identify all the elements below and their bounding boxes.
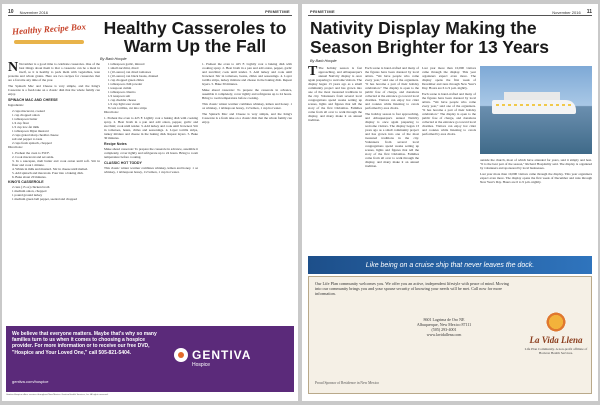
masthead: PRIMETIME (310, 9, 335, 14)
website-link[interactable]: www.lavidallena.com (426, 332, 462, 337)
ship-lights (496, 104, 572, 106)
article-byline: By Barb Hoople (310, 59, 337, 63)
paragraph: Last year more than 10,000 visitors came through the display. This year organizers expect even more. The display opens the first week of December and runs through New Year's Day. Hours are 6 to 9 p.m. nightly. (422, 66, 476, 90)
directions-label: Directions: (104, 110, 119, 114)
gentiva-logo (174, 348, 252, 368)
paragraph: 1. Preheat the oven to 425 F. Lightly coat a baking dish with cooking spray. 2. Heat broth in a pan and add onion, pepper, garlic and zucchini; cook until tender. 3. Add turkey and cook until browned. Stir in tomatoes, beans, chiles and seasonings. 4. Layer tortilla strips, turkey mixture and cheese in the baking dish. Repeat layers. 5. Bake 30 minutes. (202, 62, 292, 86)
header-rule (308, 15, 592, 16)
article-column-2 (104, 62, 198, 324)
tips-text: Make ahead casserole: To prepare the casserole in advance, assemble it completely, cover tightly and refrigerate up to 24 hours. Bring to room temperature before cooking. (104, 147, 198, 159)
phone-number[interactable]: (505) 293-4001 (431, 327, 457, 332)
address: 8601 Lagrima de Oro NE (423, 317, 465, 322)
paragraph: outside the church, most of which have attended for years, said it simply and best. "It is the best part of the season," Richard Hospitality said. The display is organized by volunteers and sponsored by local businesses. (480, 158, 592, 170)
header-rule (8, 15, 292, 16)
right-page (302, 4, 598, 401)
ingredient: 1/4 cup flour (12, 121, 30, 125)
paragraph: Each scene is hand-crafted and many of the figures have been donated by local artists. "We have people who come every year," said one of the organizers. "It has become a part of their holiday celebration." The display is open to the public free of charge, and donations collected at the entrance go toward local charities. Visitors can enjoy hot cider and cookies while listening to carols performed by area choirs. (365, 66, 419, 110)
ingredient: 1 pound ground turkey (12, 193, 43, 197)
ingredient: 2 cans (15 oz) chicken broth (12, 185, 50, 189)
paragraph: T The holiday season is fast approaching, and Albuquerque's annual Nativity display is once again preparing to welcome visitors. The display began 13 years ago as a small community project and has grown into one of the most treasured traditions in the city. Volunteers from several local congregations spend weeks setting up scenes, lights and figures that tell the story of the first Christmas. Families come from all over to walk through the display, and many make it an annual tradition. (308, 66, 362, 122)
ad-fine-print: Gentiva Hospice offers services throughout New Mexico. Gentiva Health Services, Inc. All rights reserved. (6, 394, 109, 396)
tips-title: Recipe Notes (104, 142, 127, 146)
article-column-1 (8, 62, 100, 324)
recipe-badge (12, 18, 92, 54)
article-column-3 (422, 66, 476, 254)
ship-hull (492, 100, 576, 114)
la-vida-llena-advertisement[interactable] (308, 276, 592, 394)
ingredient-list (8, 185, 100, 201)
hospice-advertisement[interactable] (6, 326, 294, 392)
ingredient: 1/2 cup light sour cream (108, 102, 141, 106)
ingredient: 1 cup chopped onion (12, 113, 40, 117)
ingredients-label: Ingredients: (8, 103, 24, 107)
ingredient: 1 tablespoon garlic, minced (108, 62, 145, 66)
ingredient: 1 tablespoon butter (12, 117, 38, 121)
issue-date: November 2016 (552, 9, 581, 15)
ad-contact (369, 317, 519, 337)
ingredient: 1 tablespoon Dijon mustard (12, 129, 49, 133)
direction-step: 2. Cook macaroni and set aside. (12, 155, 55, 159)
issue-date: November 2016 (19, 9, 49, 15)
city: Albuquerque, New Mexico 87111 (416, 322, 472, 327)
ingredient: 1/2 teaspoon salt (108, 94, 131, 98)
intro-paragraph: N November is a good time to celebrate casseroles. One of the best things about them is that a casserole can be a meal in itself, so it is healthy to pack them with vegetables, lean proteins and whole grains. Here are two recipes for casseroles that are a favorite any time of the year. (8, 62, 100, 82)
ingredient: 1 (10-ounce) can black beans, drained (108, 74, 159, 78)
paragraph: This classic winter warmer combines whiskey, lemon and honey. 1 oz whiskey, 1 tablespoon honey, 1/2 lemon, 1 cup hot water. (202, 102, 292, 110)
paragraph: Each scene is hand-crafted and many of the figures have been donated by local artists. "We have people who come every year," said one of the organizers. "It has become a part of their holiday celebration." The display is open to the public free of charge, and donations collected at the entrance go toward local charities. Visitors can enjoy hot cider and cookies while listening to carols performed by area choirs. (422, 92, 476, 136)
article-headline: Nativity Display Making the Season Brighter for 13 Years (310, 18, 549, 57)
article-column-1 (308, 66, 362, 254)
logo-wordmark: GENTIVA (192, 348, 252, 362)
recipe-text: This classic winter warmer combines whiskey, lemon and honey. 1 oz whiskey, 1 tablespoon honey, 1/2 lemon, 1 cup hot water. (104, 166, 198, 174)
ad-copy: We believe that everyone matters. Maybe that's why so many families turn to us when it comes to choosing a hospice provider. For more information or to receive our free DVD, "Hospice and Your Loved One," call 505-821-5404. (12, 331, 157, 356)
ingredient: 2 cups grated sharp cheddar cheese (12, 133, 59, 137)
direction-step: 5. Add spinach and macaroni. Pour into a baking dish. (12, 171, 84, 175)
page-number: 11 (586, 9, 592, 15)
logo-subtitle: Hospice (192, 362, 211, 368)
drop-cap: T (308, 66, 318, 79)
ingredient-list (104, 62, 198, 110)
direction-step: 6. Bake about 20 minutes. (12, 175, 47, 179)
ingredient: 2 cups macaroni, cooked (12, 109, 45, 113)
ad-banner: Like being on a cruise ship that never leaves the dock. (308, 256, 592, 274)
logo-tagline: Life Plan Community. A non-profit affiliate of Horizon Health Services. (524, 347, 588, 355)
ingredient: 1 medium onion, chopped (12, 189, 47, 193)
ad-link[interactable]: gentiva.com/hospice (12, 379, 49, 384)
paragraph: The holiday season is fast approaching, and Albuquerque's annual Nativity display is once again preparing to welcome visitors. The display began 13 years ago as a small community project and has grown into one of the most treasured traditions in the city. Volunteers from several local congregations spend weeks setting up scenes, lights and figures that tell the story of the first Christmas. Families come from all over to walk through the display, and many make it an annual tradition. (365, 112, 419, 168)
ingredient: 1 medium green bell pepper, seeded and chopped (12, 197, 78, 201)
la-vida-llena-logo (523, 311, 589, 355)
article-column-4 (480, 158, 592, 254)
paragraph: Last year more than 10,000 visitors came through the display. This year organizers expect even more. The display opens the first week of December and runs through New Year's Day. Hours are 6 to 9 p.m. nightly. (480, 172, 592, 184)
directions-label: Directions: (8, 145, 23, 149)
badge-title: Healthy Recipe Box (11, 21, 87, 37)
ingredient: 1 small zucchini, diced (108, 66, 139, 70)
direction-step: 3. In a saucepan, melt butter and cook onion until soft. Stir in flour and cook 1 minute. (12, 159, 100, 167)
recipe-title: SPINACH MAC AND CHEESE (8, 98, 58, 102)
recipe-title: CLASSIC HOT TODDY (104, 161, 142, 165)
paragraph: The Spinach Mac and Cheese is very simple, and the King's Casserole is a fresh take on a classic dish that the whole family can enjoy. (8, 84, 100, 96)
ingredient: salt and pepper to taste (12, 137, 43, 141)
article-headline: Healthy Casseroles to Warm Up the Fall (103, 18, 287, 56)
article-byline: By Barb Hoople (100, 57, 127, 61)
paragraph: Make ahead casserole: To prepare the casserole in advance, assemble it completely, cover tightly and refrigerate up to 24 hours. Bring to room temperature before cooking. (202, 88, 292, 100)
logo-wordmark: La Vida Llena (529, 335, 583, 345)
ingredient: 1/2 cup low-fat milk (12, 125, 40, 129)
direction-step: 4. Whisk in milk and mustard. Stir in cheese until melted. (12, 167, 89, 171)
ingredient: 8 corn tortillas, cut into strips (108, 106, 147, 110)
ad-copy: Our Life Plan community welcomes you. We offer you an active, independent lifestyle with peace of mind. Moving into our community brings you and your spouse security of knowing your needs will be met. Call now for more information. (315, 281, 509, 296)
drop-cap: N (8, 62, 19, 75)
badge-decoration (14, 40, 84, 44)
sun-icon (545, 311, 567, 333)
article-column-2 (365, 66, 419, 254)
page-number: 10 (8, 9, 14, 15)
ingredient: 1 tablespoon cilantro (108, 90, 136, 94)
paragraph: The Spinach Mac and Cheese is very simple, and the King's Casserole is a fresh take on a classic dish that the whole family can enjoy. (202, 112, 292, 124)
ingredient: 1 cup cheddar cheese (108, 98, 137, 102)
logo-mark-icon (174, 348, 188, 362)
cruise-ship-photo (480, 66, 592, 154)
article-column-3 (202, 62, 292, 324)
direction-list (8, 151, 100, 179)
ingredient: 1 (10-ounce) can diced tomatoes (108, 70, 152, 74)
ingredient: 2 cups fresh spinach, chopped (12, 141, 52, 145)
directions-text: 1. Preheat the oven to 425 F. Lightly coat a baking dish with cooking spray. 2. Heat broth in a pan and add onion, pepper, garlic and zucchini; cook until tender. 3. Add turkey and cook until browned. Stir in tomatoes, beans, chiles and seasonings. 4. Layer tortilla strips, turkey mixture and cheese in the baking dish. Repeat layers. 5. Bake 30 minutes. (104, 116, 198, 140)
ingredient: 1 teaspoon cumin (108, 86, 132, 90)
ingredient-list (8, 109, 100, 145)
ingredient: 1 tablespoon chili powder (108, 82, 143, 86)
direction-step: 1. Preheat the oven to 350 F. (12, 151, 50, 155)
left-page (2, 4, 298, 401)
ad-footer: Proud Sponsor of Residence in New Mexico (315, 381, 380, 385)
masthead: PRIMETIME (265, 9, 290, 14)
ingredient: 1 cup chopped green chiles (108, 78, 144, 82)
recipe-title: KING'S CASSEROLE (8, 180, 44, 184)
